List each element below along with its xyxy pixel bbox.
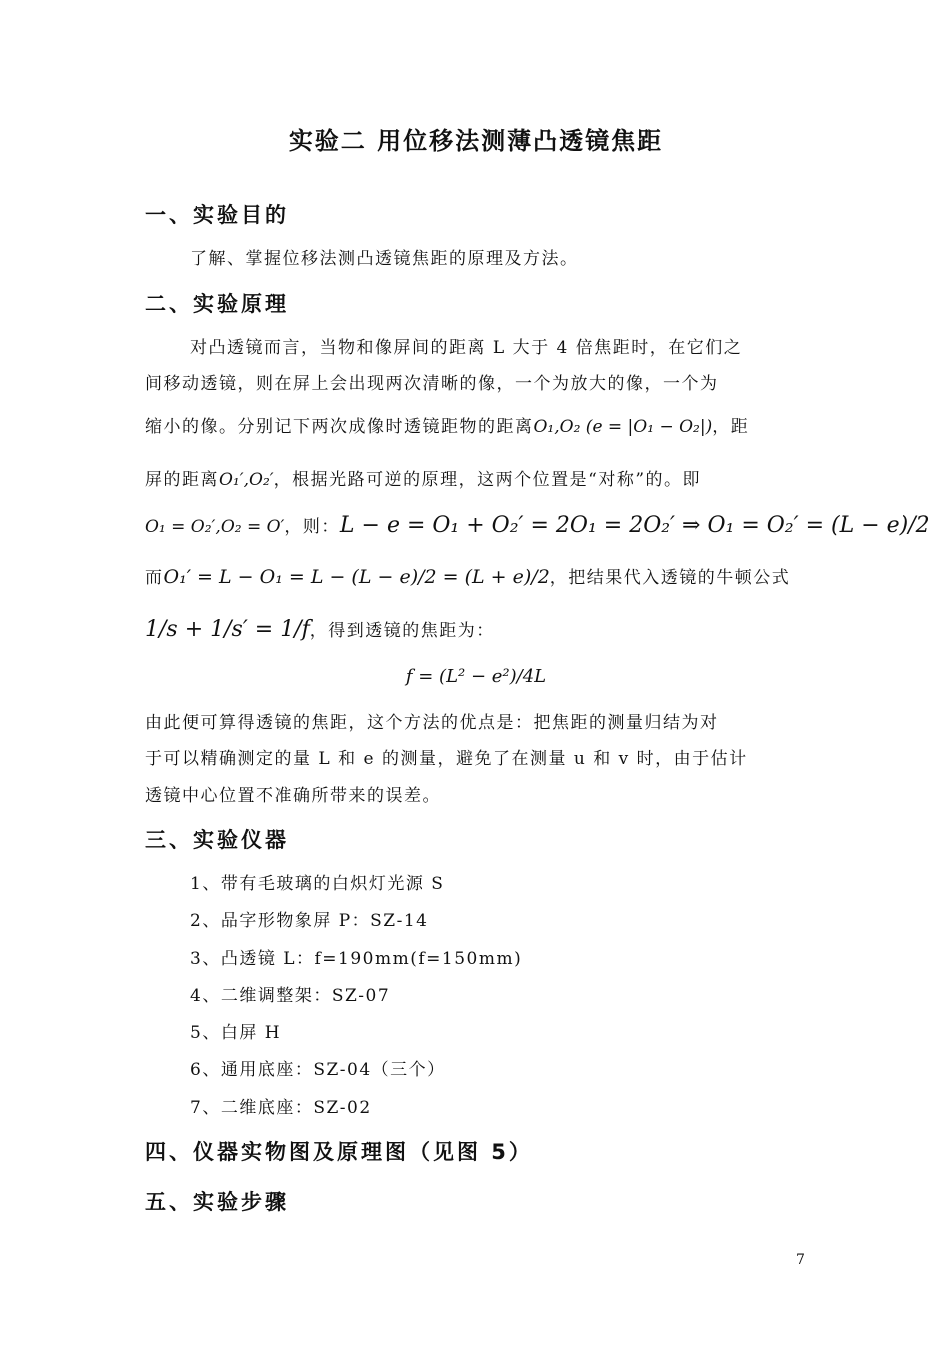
- objective-text: 了解、掌握位移法测凸透镜焦距的原理及方法。: [190, 249, 579, 269]
- principle-line-1: 对凸透镜而言，当物和像屏间的距离 L 大于 4 倍焦距时，在它们之: [190, 338, 743, 358]
- principle-line-9: 于可以精确测定的量 L 和 e 的测量，避免了在测量 u 和 v 时，由于估计: [145, 749, 748, 769]
- equation-image-distance: O₁′ = L − O₁ = L − (L − e)/2 = (L + e)/2: [163, 566, 550, 588]
- page-number: 7: [796, 1252, 805, 1268]
- apparatus-item: 5、白屏 H: [190, 1023, 282, 1043]
- principle-line-2: 间移动透镜，则在屏上会出现两次清晰的像，一个为放大的像，一个为: [145, 374, 719, 394]
- equation-screen-distances: O₁′,O₂′: [219, 470, 274, 490]
- section-heading-procedure: 五、实验步骤: [145, 1190, 289, 1214]
- principle-line-7-tail: ，得到透镜的焦距为：: [309, 621, 495, 641]
- principle-line-4-tail: ，根据光路可逆的原理，这两个位置是“对称”的。即: [273, 470, 702, 490]
- section-heading-figures: 四、仪器实物图及原理图（见图 5）: [145, 1140, 533, 1164]
- apparatus-item: 2、品字形物象屏 P：SZ-14: [190, 911, 429, 931]
- principle-line-7: [145, 617, 807, 644]
- principle-line-3-text: 缩小的像。分别记下两次成像时透镜距物的距离: [145, 417, 534, 437]
- principle-line-3: [145, 414, 807, 440]
- apparatus-item: 1、带有毛玻璃的白炽灯光源 S: [190, 874, 445, 894]
- principle-line-8: 由此便可算得透镜的焦距，这个方法的优点是：把焦距的测量归结为对: [145, 713, 719, 733]
- principle-line-5-text: ，则：: [284, 517, 340, 537]
- principle-line-6-text: 而: [145, 568, 164, 588]
- equation-derivation: L − e = O₁ + O₂′ = 2O₁ = 2O₂′ ⇒ O₁ = O₂′ = (L − e)/2: [339, 513, 930, 538]
- apparatus-item: 6、通用底座：SZ-04（三个）: [190, 1060, 446, 1080]
- section-heading-principle: 二、实验原理: [145, 292, 289, 316]
- apparatus-item: 7、二维底座：SZ-02: [190, 1098, 372, 1118]
- apparatus-item: 3、凸透镜 L：f=190mm(f=150mm): [190, 949, 523, 969]
- page-title: 实验二 用位移法测薄凸透镜焦距: [288, 127, 664, 155]
- apparatus-item: 4、二维调整架：SZ-07: [190, 986, 391, 1006]
- equation-symmetry: O₁ = O₂′,O₂ = O′: [145, 517, 285, 537]
- equation-newton-lens: 1/s + 1/s′ = 1/f: [145, 617, 310, 642]
- principle-line-3-tail: ，距: [712, 417, 750, 437]
- equation-focal-length: f = (L² − e²)/4L: [405, 666, 547, 687]
- principle-line-4-text: 屏的距离: [145, 470, 219, 490]
- principle-line-5: [145, 513, 930, 540]
- section-heading-apparatus: 三、实验仪器: [145, 828, 289, 852]
- principle-line-6: [145, 564, 807, 591]
- equation-object-distances: O₁,O₂ (e = |O₁ − O₂|): [533, 417, 713, 437]
- principle-line-10: 透镜中心位置不准确所带来的误差。: [145, 786, 441, 806]
- section-heading-objective: 一、实验目的: [145, 203, 289, 227]
- principle-line-6-tail: ，把结果代入透镜的牛顿公式: [549, 568, 791, 588]
- principle-line-4: [145, 467, 807, 493]
